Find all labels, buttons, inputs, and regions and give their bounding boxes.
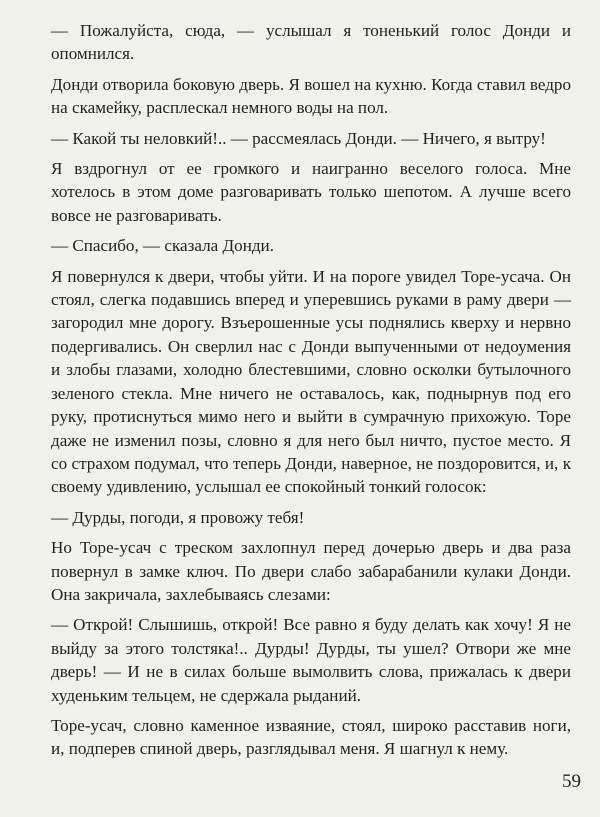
paragraph: Но Торе-усач с треском захлопнул перед дочерью дверь и два раза повернул в замке ключ. По двери слабо забарабанили кулаки Донди. Она закричала, захлебываясь слезами: xyxy=(51,538,571,604)
paragraph: Донди отворила боковую дверь. Я вошел на кухню. Когда ставил ведро на скамейку, расплескал немного воды на пол. xyxy=(51,74,571,118)
paragraph: Торе-усач, словно каменное изваяние, стоял, широко расставив ноги, и, подперев спиной дверь, разглядывал меня. Я шагнул к нему. xyxy=(51,715,571,759)
paragraph: Я повернулся к двери, чтобы уйти. И на пороге увидел Торе-усача. Он стоял, слегка подавшись вперед и уперевшись руками в раму двери — загородил мне дорогу. Взъерошенные усы поднялись кверху и нервно подергивались. Он сверлил нас с Донди выпученными от недоумения и злобы глазами, холодно блестевшими, словно осколки бутылочного зеленого стекла. Мне ничего не оставалось, как, поднырнув под его руку, протиснуться мимо него и выйти в сумрачную прихожую. Торе даже не изменил позы, словно я для него был ничто, пустое место. Я со страхом подумал, что теперь Донди, наверное, не поздоровится, и, к своему удивлению, услышал ее спокойный тонкий голосок: xyxy=(51,266,571,497)
paragraph: — Дурды, погоди, я провожу тебя! xyxy=(51,507,305,527)
paragraph: — Открой! Слышишь, открой! Все равно я буду делать как хочу! Я не выйду за этого толстяка!.. Дурды! Дурды, ты ушел? Отвори же мне дверь! — И не в силах больше вымолвить слова, прижалась к двери худеньким тельцем, не сдержала рыданий. xyxy=(51,615,571,705)
paragraph: — Спасибо, — сказала Донди. xyxy=(51,236,274,256)
paragraph: — Пожалуйста, сюда, — услышал я тоненький голос Донди и опомнился. xyxy=(51,21,571,64)
body-text xyxy=(51,19,571,768)
paragraph: — Какой ты неловкий!.. — рассмеялась Донди. — Ничего, я вытру! xyxy=(51,128,546,148)
page-number: 59 xyxy=(562,771,581,792)
paragraph: Я вздрогнул от ее громкого и наигранно веселого голоса. Мне хотелось в этом доме разговаривать только шепотом. А лучше всего вовсе не разговаривать. xyxy=(51,159,571,225)
